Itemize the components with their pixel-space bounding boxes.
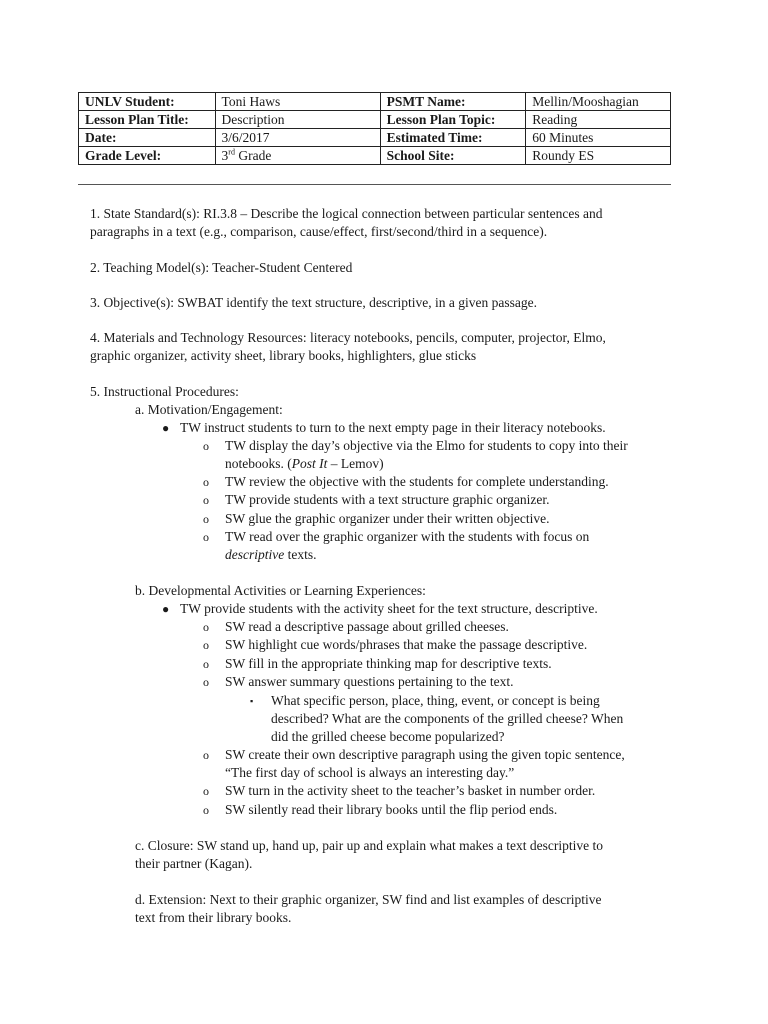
- lesson-plan-topic-label: Lesson Plan Topic:: [380, 111, 526, 129]
- circle-bullet-icon: o: [203, 530, 209, 544]
- extension-line-1: d. Extension: Next to their graphic organizer, SW find and list examples of descriptive: [135, 892, 602, 907]
- dev-sq1-line-1: What specific person, place, thing, event, or concept is being: [271, 693, 600, 708]
- motivation-sub4: SW glue the graphic organizer under their written objective.: [225, 511, 550, 526]
- circle-bullet-icon: o: [203, 638, 209, 652]
- circle-bullet-icon: o: [203, 475, 209, 489]
- motivation-sub1-text: notebooks. (: [225, 456, 292, 471]
- date-label: Date:: [79, 129, 216, 147]
- bullet-icon: ●: [162, 602, 170, 616]
- circle-bullet-icon: o: [203, 493, 209, 507]
- motivation-sub5-line-2: [225, 546, 316, 564]
- horizontal-divider: [78, 184, 671, 185]
- dev-sub4: SW answer summary questions pertaining to the text.: [225, 674, 514, 689]
- materials-line-2: graphic organizer, activity sheet, library books, highlighters, glue sticks: [90, 348, 477, 363]
- dev-sub7: SW silently read their library books until the flip period ends.: [225, 802, 558, 817]
- lesson-plan-title-value: Description: [215, 111, 380, 129]
- dev-sub6: SW turn in the activity sheet to the teacher’s basket in number order.: [225, 783, 596, 798]
- developmental-heading: b. Developmental Activities or Learning Experiences:: [135, 583, 426, 598]
- dev-sub2: SW highlight cue words/phrases that make the passage descriptive.: [225, 637, 588, 652]
- circle-bullet-icon: o: [203, 512, 209, 526]
- school-site-value: Roundy ES: [526, 147, 671, 165]
- date-value: 3/6/2017: [215, 129, 380, 147]
- materials-line-1: 4. Materials and Technology Resources: literacy notebooks, pencils, computer, projector, Elmo,: [90, 330, 606, 345]
- grade-word: Grade: [234, 148, 272, 163]
- circle-bullet-icon: o: [203, 620, 209, 634]
- estimated-time-value: 60 Minutes: [526, 129, 671, 147]
- school-site-label: School Site:: [380, 147, 526, 165]
- grade-level-value: [215, 147, 380, 165]
- grade-level-label: Grade Level:: [79, 147, 216, 165]
- psmt-name-label: PSMT Name:: [380, 93, 526, 111]
- extension-line-2: text from their library books.: [135, 910, 292, 925]
- unlv-student-label: UNLV Student:: [79, 93, 216, 111]
- motivation-sub1-italic: Post It: [291, 456, 328, 471]
- circle-bullet-icon: o: [203, 657, 209, 671]
- square-bullet-icon: ▪: [250, 696, 254, 706]
- motivation-sub1-line-2: [225, 455, 384, 473]
- lesson-info-table: [78, 92, 671, 165]
- circle-bullet-icon: o: [203, 439, 209, 453]
- table-row: [79, 93, 671, 111]
- estimated-time-label: Estimated Time:: [380, 129, 526, 147]
- standards-line-2: paragraphs in a text (e.g., comparison, cause/effect, first/second/third in a sequence).: [90, 224, 548, 239]
- motivation-sub1-line-1: TW display the day’s objective via the Elmo for students to copy into their: [225, 438, 628, 453]
- standards-line-1: 1. State Standard(s): RI.3.8 – Describe the logical connection between particular sentences and: [90, 206, 603, 221]
- teaching-model: 2. Teaching Model(s): Teacher-Student Centered: [90, 260, 353, 275]
- closure-line-1: c. Closure: SW stand up, hand up, pair up and explain what makes a text descriptive to: [135, 838, 604, 853]
- grade-number: 3: [221, 148, 229, 163]
- motivation-sub2: TW review the objective with the students for complete understanding.: [225, 474, 609, 489]
- psmt-name-value: Mellin/Mooshagian: [526, 93, 671, 111]
- grade-ordinal-suffix: rd: [228, 147, 235, 157]
- motivation-heading: a. Motivation/Engagement:: [135, 402, 283, 417]
- motivation-sub3: TW provide students with a text structure graphic organizer.: [225, 492, 550, 507]
- circle-bullet-icon: o: [203, 784, 209, 798]
- dev-sub1: SW read a descriptive passage about grilled cheeses.: [225, 619, 509, 634]
- circle-bullet-icon: o: [203, 675, 209, 689]
- motivation-sub5-line-1: TW read over the graphic organizer with the students with focus on: [225, 529, 590, 544]
- table-row: [79, 147, 671, 165]
- circle-bullet-icon: o: [203, 803, 209, 817]
- dev-sub3: SW fill in the appropriate thinking map for descriptive texts.: [225, 656, 552, 671]
- motivation-bullet: TW instruct students to turn to the next empty page in their literacy notebooks.: [180, 420, 606, 435]
- lesson-plan-topic-value: Reading: [526, 111, 671, 129]
- motivation-sub1-text-end: – Lemov): [327, 456, 384, 471]
- procedures-heading: 5. Instructional Procedures:: [90, 384, 239, 399]
- developmental-bullet: TW provide students with the activity sheet for the text structure, descriptive.: [180, 601, 598, 616]
- lesson-plan-title-label: Lesson Plan Title:: [79, 111, 216, 129]
- motivation-sub5-text: texts.: [284, 547, 317, 562]
- dev-sub5-line-2: “The first day of school is always an interesting day.”: [225, 765, 515, 780]
- motivation-sub5-italic: descriptive: [225, 547, 285, 562]
- unlv-student-value: Toni Haws: [215, 93, 380, 111]
- closure-line-2: their partner (Kagan).: [135, 856, 253, 871]
- circle-bullet-icon: o: [203, 748, 209, 762]
- dev-sq1-line-3: did the grilled cheese become popularized?: [271, 729, 505, 744]
- table-row: [79, 129, 671, 147]
- bullet-icon: ●: [162, 421, 170, 435]
- dev-sub5-line-1: SW create their own descriptive paragraph using the given topic sentence,: [225, 747, 625, 762]
- table-row: [79, 111, 671, 129]
- objectives: 3. Objective(s): SWBAT identify the text structure, descriptive, in a given passage.: [90, 295, 538, 310]
- dev-sq1-line-2: described? What are the components of the grilled cheese? When: [271, 711, 624, 726]
